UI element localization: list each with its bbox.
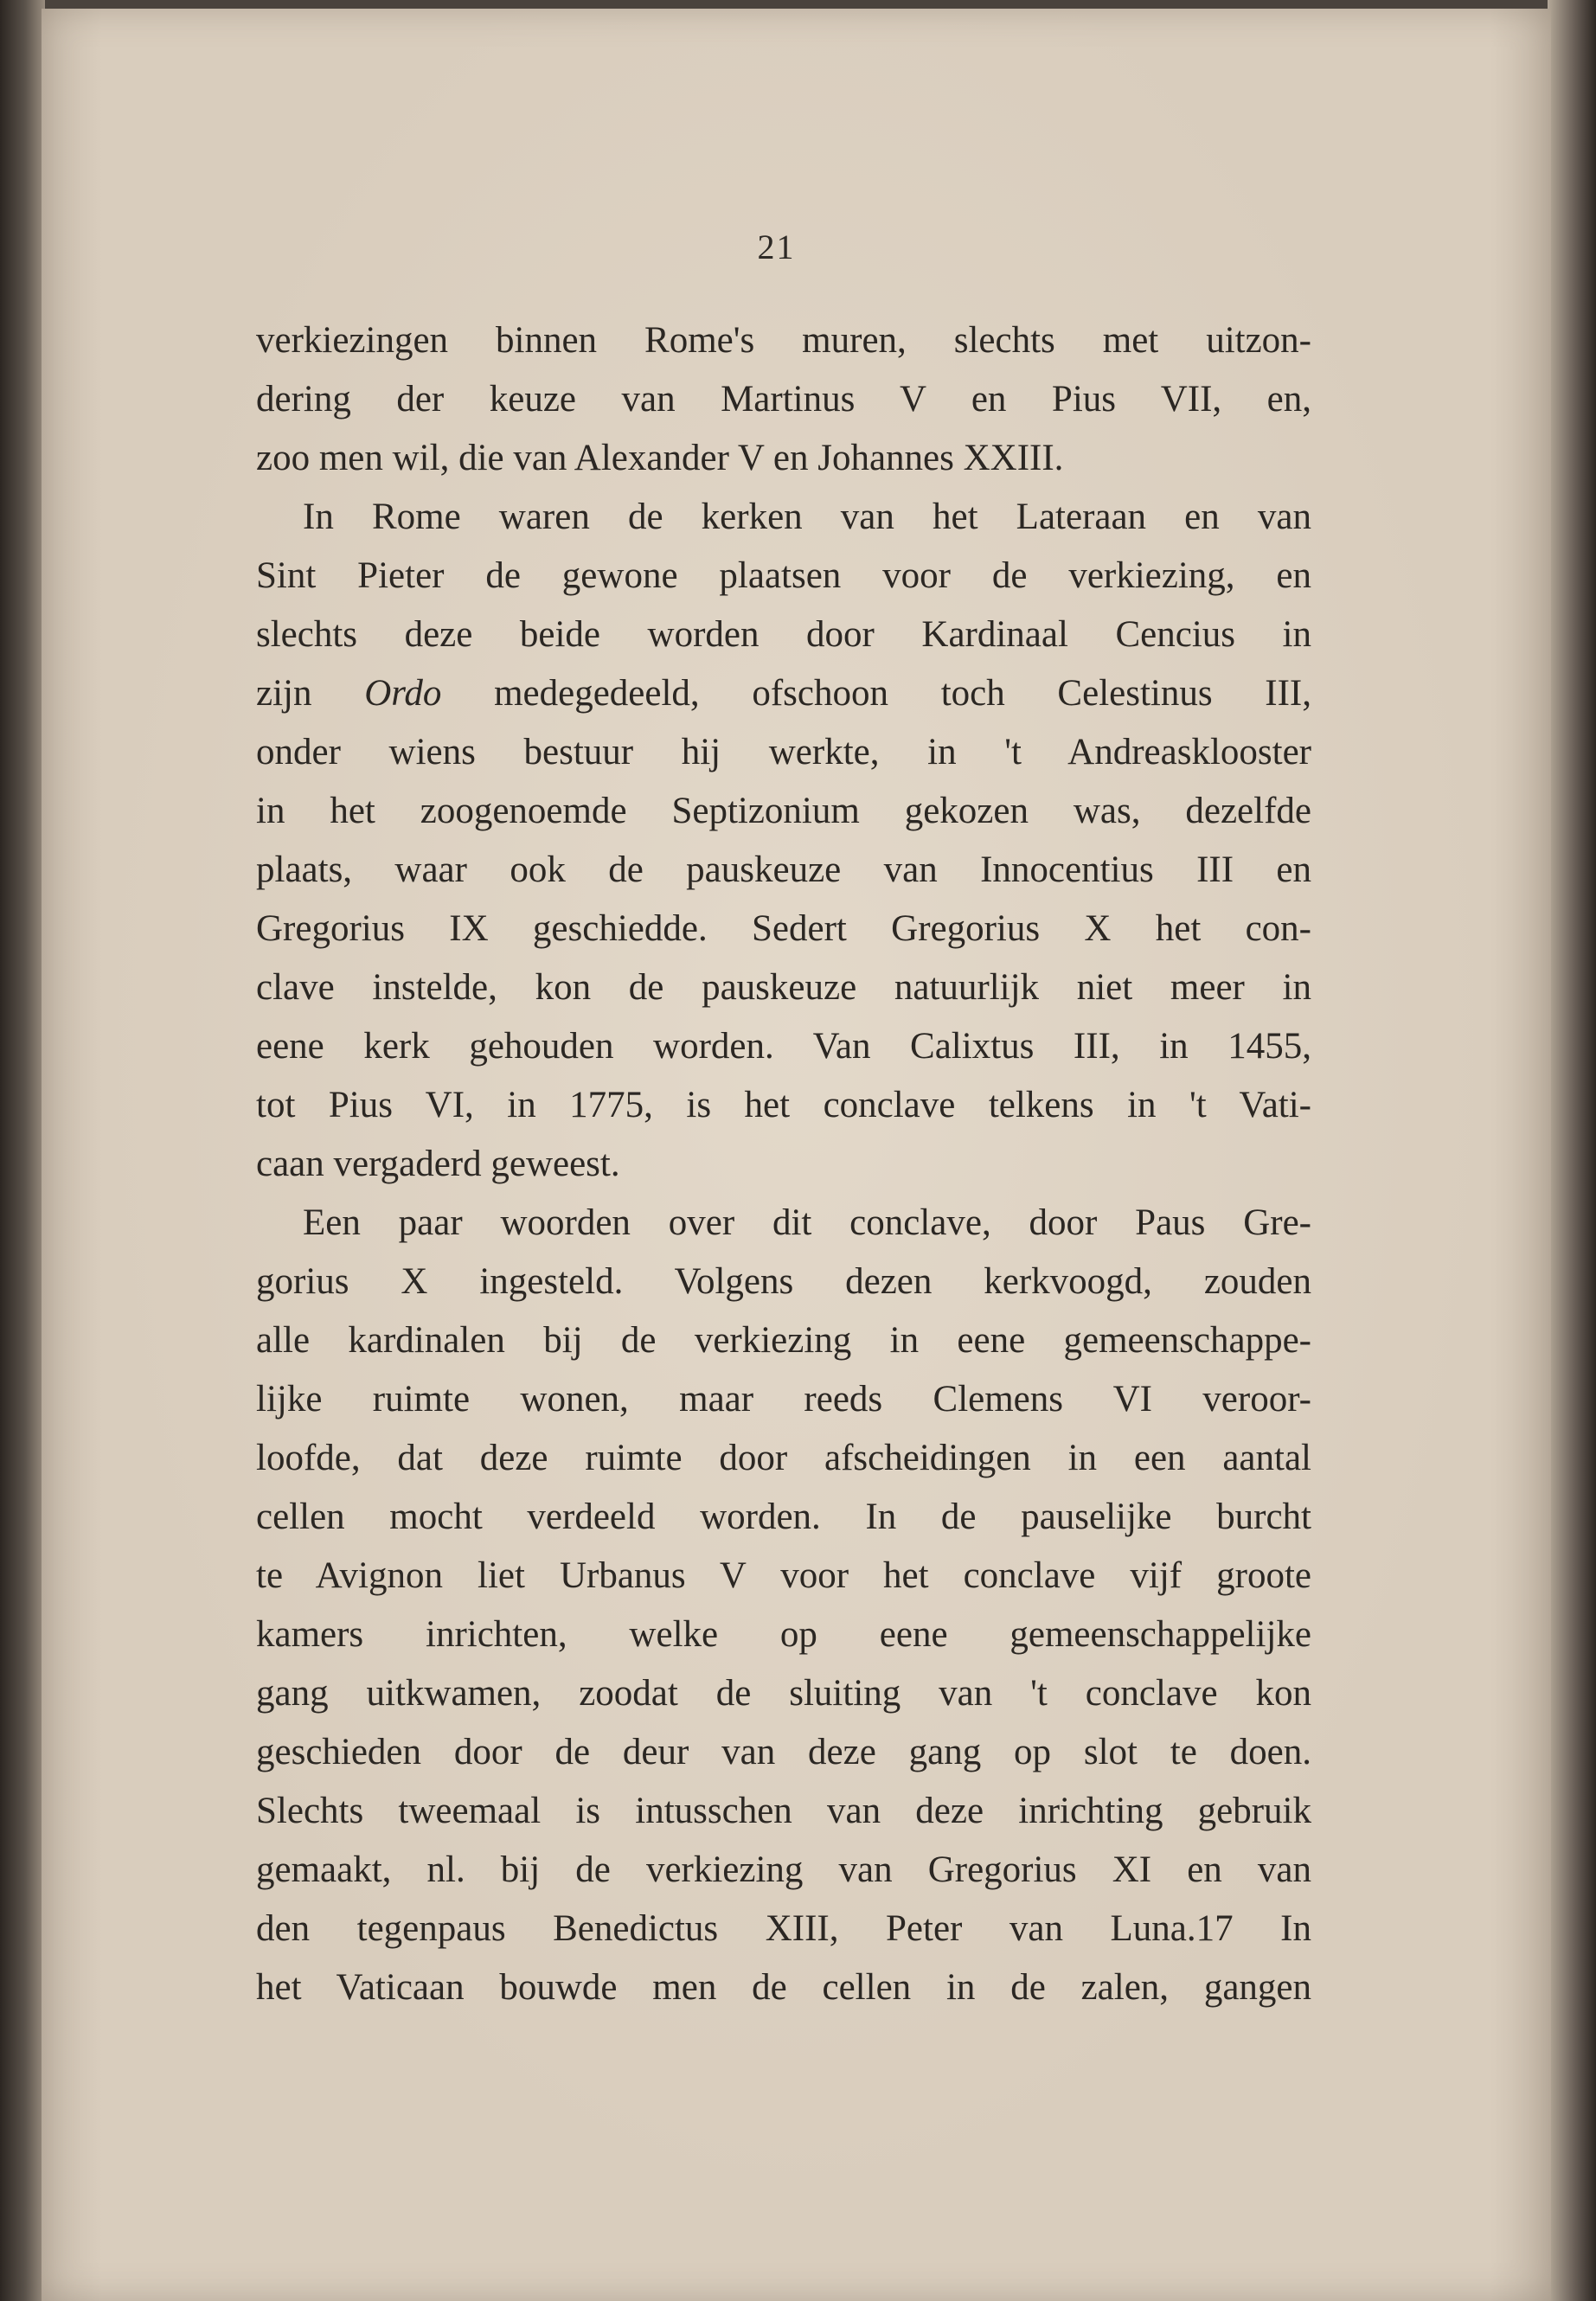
text-line: Slechts tweemaal is intusschen van deze inrichting gebruik	[256, 1791, 1311, 1831]
page-number: 21	[757, 228, 796, 266]
line-prefix: zijn	[256, 673, 365, 714]
text-line: alle kardinalen bij de verkiezing in eene gemeenschappe-	[256, 1320, 1311, 1361]
text-line: zoo men wil, die van Alexander V en Johannes XXIII.	[256, 438, 1064, 478]
text-line: het Vaticaan bouwde men de cellen in de zalen, gangen	[256, 1967, 1311, 2008]
text-line: Sint Pieter de gewone plaatsen voor de verkiezing, en	[256, 555, 1311, 596]
text-line: tot Pius VI, in 1775, is het conclave telkens in 't Vati-	[256, 1085, 1311, 1125]
text-line: lijke ruimte wonen, maar reeds Clemens VI veroor-	[256, 1379, 1311, 1420]
text-line: eene kerk gehouden worden. Van Calixtus III, in 1455,	[256, 1026, 1311, 1067]
right-page-edge	[1548, 0, 1596, 2301]
text-line: verkiezingen binnen Rome's muren, slechts met uitzon-	[256, 320, 1311, 361]
paragraph-start-line: In Rome waren de kerken van het Lateraan en van	[303, 497, 1311, 537]
text-line: clave instelde, kon de pauskeuze natuurlijk niet meer in	[256, 967, 1311, 1008]
text-line: cellen mocht verdeeld worden. In de pauselijke burcht	[256, 1497, 1311, 1537]
line-suffix: medegedeeld, ofschoon toch Celestinus III,	[441, 673, 1312, 714]
text-line: Gregorius IX geschiedde. Sedert Gregorius X het con-	[256, 908, 1311, 949]
text-line	[256, 664, 1311, 723]
text-line-with-footnote: den tegenpaus Benedictus XIII, Peter van Luna.17 In	[256, 1908, 1311, 1949]
text-line: kamers inrichten, welke op eene gemeenschappelijke	[256, 1614, 1311, 1655]
text-line: gorius X ingesteld. Volgens dezen kerkvoogd, zouden	[256, 1261, 1311, 1302]
text-line: gang uitkwamen, zoodat de sluiting van 't conclave kon	[256, 1673, 1311, 1714]
text-line: plaats, waar ook de pauskeuze van Innocentius III en	[256, 849, 1311, 890]
text-line: caan vergaderd geweest.	[256, 1144, 620, 1184]
text-line: in het zoogenoemde Septizonium gekozen was, dezelfde	[256, 791, 1311, 831]
text-line: dering der keuze van Martinus V en Pius VII, en,	[256, 379, 1311, 420]
text-line: geschieden door de deur van deze gang op slot te doen.	[256, 1732, 1311, 1772]
body-text	[256, 311, 1311, 2017]
text-line: loofde, dat deze ruimte door afscheidingen in een aantal	[256, 1438, 1311, 1478]
italic-title-ordo: Ordo	[364, 673, 442, 714]
text-line: onder wiens bestuur hij werkte, in 't Andreasklooster	[256, 732, 1311, 772]
paragraph-start-line: Een paar woorden over dit conclave, door Paus Gre-	[303, 1202, 1311, 1243]
text-line: slechts deze beide worden door Kardinaal Cencius in	[256, 614, 1311, 655]
text-line: te Avignon liet Urbanus V voor het conclave vijf groote	[256, 1555, 1311, 1596]
text-line: gemaakt, nl. bij de verkiezing van Gregorius XI en van	[256, 1849, 1311, 1890]
left-binding-edge	[0, 0, 45, 2301]
